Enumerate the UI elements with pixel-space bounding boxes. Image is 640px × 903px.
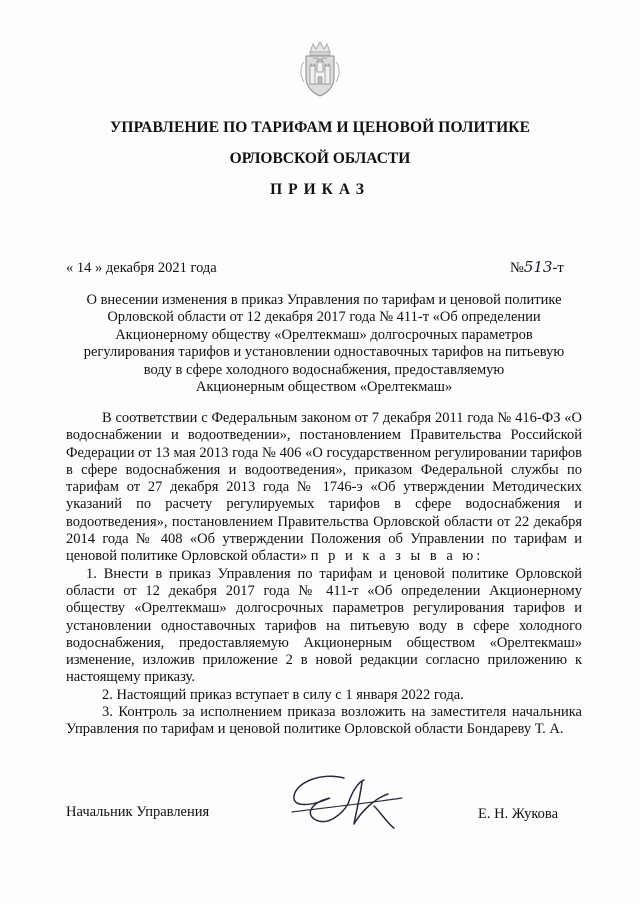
document-type-title: ПРИКАЗ [270, 181, 370, 198]
number-prefix: № [510, 260, 524, 276]
number-suffix: -т [552, 260, 564, 276]
handwritten-signature-icon [282, 768, 412, 834]
organization-name-line2: ОРЛОВСКОЙ ОБЛАСТИ [229, 150, 411, 167]
item-2-paragraph: 2. Настоящий приказ вступает в силу с 1 января 2022 года. [102, 686, 464, 703]
title-line: О внесении изменения в приказ Управления по тарифам и ценовой политике [86, 292, 562, 308]
signatory-position: Начальник Управления [66, 804, 210, 820]
item-1-paragraph: 1. Внести в приказ Управления по тарифам и ценовой политике Орловской области от 12 декабря 2017 года № 411-т «Об определении Акционерному обществу «Орелтекмаш» долгосрочных параметров регулирования тарифов и установлении одноставочных тарифов на питьевую воду в сфере холодного водоснабжения, предоставляемую Акционерным обществом «Орелтекмаш» изменение, изложив приложение 2 в новой редакции согласно приложению к настоящему приказу. [66, 565, 582, 686]
item-3-paragraph: 3. Контроль за исполнением приказа возложить на заместителя начальника Управления по тарифам и ценовой политике Орловской области Бондареву Т. А. [66, 704, 582, 738]
handwritten-number: 513 [523, 258, 553, 276]
title-line: Акционерным обществом «Орелтекмаш» [195, 379, 453, 396]
preamble-text: В соответствии с Федеральным законом от 7 декабря 2011 года № 416-ФЗ «О водоснабжении и водоотведении», постановлением Правительства Российской Федерации от 13 мая 2013 года № 406 «О государственном регулировании тарифов в сфере водоснабжения и водоотведения», приказом Федеральной службы по тарифам от 27 декабря 2013 года № 1746-э «Об утверждении Методических указаний по расчету регулируемых тарифов в сфере водоснабжения и водоотведения», постановлением Правительства Орловской области от 22 декабря 2014 года № 408 «Об утверждении Положения об Управлении по тарифам и ценовой политике Орловской области» [66, 410, 582, 565]
decree-word: п р и к а з ы в а ю: [310, 548, 484, 565]
organization-name-line1: УПРАВЛЕНИЕ ПО ТАРИФАМ И ЦЕНОВОЙ ПОЛИТИКЕ [109, 119, 531, 136]
document-date: « 14 » декабря 2021 года [66, 260, 217, 276]
document-number [510, 258, 564, 277]
title-line: Акционерному обществу «Орелтекмаш» долгосрочных параметров [115, 326, 533, 343]
signatory-name: Е. Н. Жукова [478, 806, 559, 822]
document-subject-title [66, 292, 582, 396]
preamble-paragraph [66, 410, 582, 566]
title-line: Орловской области от 12 декабря 2017 года № 411-т «Об определении [107, 309, 541, 326]
title-line: регулирования тарифов и установлении одноставочных тарифов на питьевую [83, 344, 565, 361]
coat-of-arms-icon [296, 40, 344, 98]
title-line: воду в сфере холодного водоснабжения, предоставляемую [143, 361, 505, 378]
document-body [66, 410, 582, 739]
